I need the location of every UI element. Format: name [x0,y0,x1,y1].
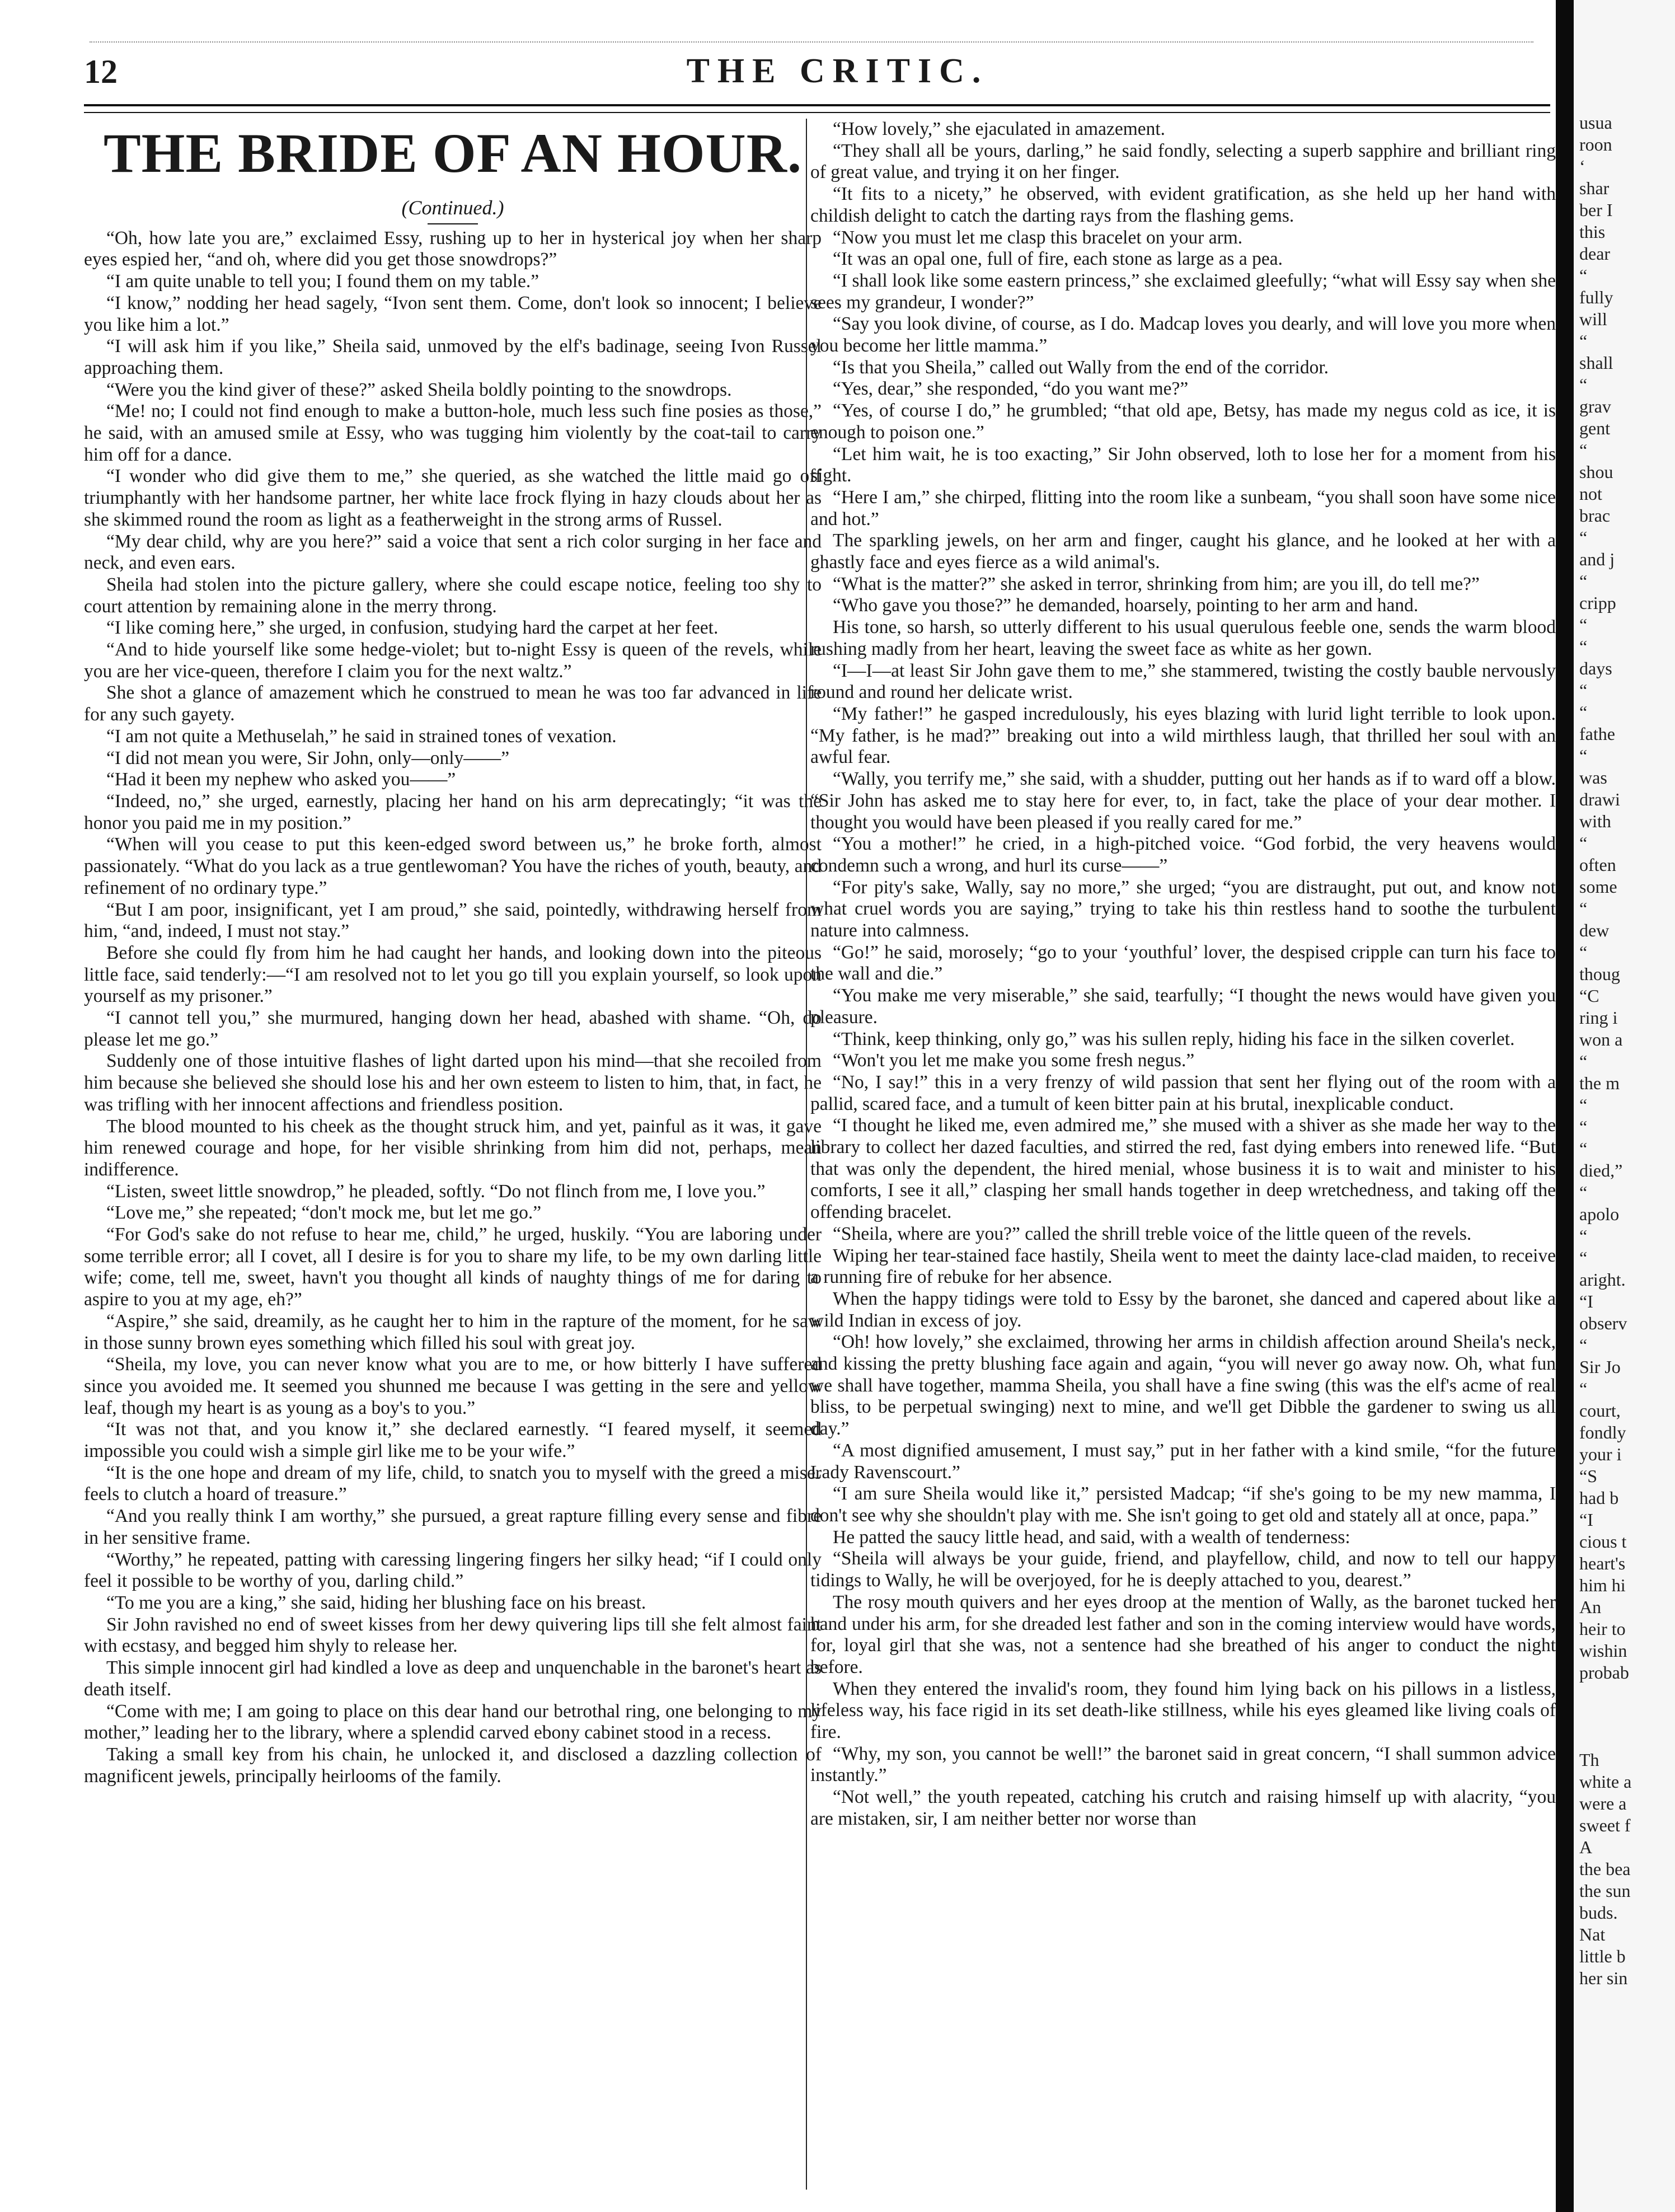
article-paragraph: “To me you are a king,” she said, hiding her blushing face on his breast. [106,1592,646,1613]
fragment-line [1579,1727,1674,1749]
fragment-line: “ [1579,942,1588,962]
article-paragraph: “Not well,” the youth repeated, catching his crutch and raising himself up with alacrity, “you are mistaken, sir, I am neither better nor worse than [810,1787,1556,1829]
fragment-line: was [1579,767,1607,788]
fragment-line: “ [1579,527,1588,547]
fragment-line: “ [1579,615,1588,635]
article-paragraph: “Come with me; I am going to place on this dear hand our betrothal ring, one belonging to my mother,” leading her to the library, where a splendid carved ebony cabinet stood in a recess. [84,1700,822,1744]
article-paragraph: “For God's sake do not refuse to hear me, child,” he urged, huskily. “You are laboring under some terrible error; all I covet, all I desire is for you to share my life, to be my own darling little wife; come, tell me, sweet, havn't you thought all kinds of naughty things of me for daring to aspire to you at my age, eh?” [84,1224,822,1310]
article-paragraph: “Here I am,” she chirped, flitting into the room like a sunbeam, “you shall soon have some nice and hot.” [810,486,1556,529]
fragment-line: not [1579,484,1602,504]
fragment-line: ber I [1579,200,1613,220]
fragment-line: “ [1579,833,1588,853]
article-paragraph: The sparkling jewels, on her arm and finger, caught his glance, and he looked at her with a ghastly face and eyes fierce as a wild animal's. [810,530,1556,573]
article-paragraph: “Worthy,” he repeated, patting with caressing lingering fingers her silky head; “if I could only feel it possible to be worthy of you, darling child.” [84,1549,822,1592]
fragment-line: observ [1579,1313,1627,1333]
article-paragraph: “What is the matter?” she asked in terror, shrinking from him; are you ill, do tell me?” [833,573,1480,594]
article-paragraph: “I cannot tell you,” she murmured, hanging down her head, abashed with shame. “Oh, do please let me go.” [84,1007,822,1050]
article-paragraph: “You a mother!” he cried, in a high-pitched voice. “God forbid, the very heavens would condemn such a wrong, and hurl its curse——” [810,833,1556,876]
right-column [810,119,1556,2190]
fragment-line: shall [1579,353,1613,373]
fragment-line: won a [1579,1029,1623,1049]
fragment-line: this [1579,222,1606,242]
fragment-line: drawi [1579,789,1620,809]
fragment-line: the m [1579,1073,1620,1093]
fragment-line: “ [1579,680,1588,700]
article-paragraph: “Had it been my nephew who asked you——” [106,769,456,790]
left-paragraphs [84,228,822,1788]
fragment-line: some [1579,877,1617,897]
fragment-line: “ [1579,571,1588,591]
fragment-line: heir to [1579,1619,1626,1639]
article-paragraph: When the happy tidings were told to Essy by the baronet, she danced and capered about like a wild Indian in excess of joy. [810,1288,1556,1331]
fragment-line: probab [1579,1662,1629,1683]
fragment-line: shou [1579,462,1613,482]
article-paragraph: “Now you must let me clasp this bracelet on your arm. [833,227,1243,248]
article-paragraph: “I will ask him if you like,” Sheila said, unmoved by the elf's badinage, seeing Ivon Russel approaching them. [84,336,822,378]
article-paragraph: “Let him wait, he is too exacting,” Sir John observed, loth to lose her for a moment from his sight. [810,443,1556,486]
article-paragraph: “Sheila will always be your guide, friend, and playfellow, child, and now to tell our happy tidings to Wally, he will be overjoyed, for he is deeply attached to you, dearest.” [810,1548,1556,1591]
article-paragraph: Sheila had stolen into the picture gallery, where she could escape notice, feeling too shy to court attention by remaining alone in the merry throng. [84,574,822,617]
article-paragraph: Sir John ravished no end of sweet kisses from her dewy quivering lips till she felt almost faint with ecstasy, and begged him shyly to release her. [84,1614,822,1657]
fragment-line: “ [1579,1226,1588,1246]
fragment-line: Th [1579,1750,1599,1770]
fragment-line: gent [1579,418,1611,438]
fragment-line: court, [1579,1400,1621,1421]
top-dotted-rule [90,41,1533,44]
article-paragraph: “And to hide yourself like some hedge-violet; but to-night Essy is queen of the revels, while you are her vice-queen, therefore I claim you for the next waltz.” [84,639,822,682]
fragment-line: aright. [1579,1269,1626,1290]
article-paragraph: She shot a glance of amazement which he construed to mean he was too far advanced in life for any such gayety. [84,682,822,725]
right-paragraphs [810,119,1556,1830]
journal-title: THE CRITIC. [686,52,989,90]
article-paragraph: Before she could fly from him he had caught her hands, and looking down into the piteous little face, said tenderly:—“I am resolved not to let you go till you explain yourself, so look upon yourself as my prisoner.” [84,942,822,1007]
fragment-line: grav [1579,396,1611,416]
article-paragraph: “When will you cease to put this keen-edged sword between us,” he broke forth, almost passionately. “What do you lack as a true gentlewoman? You have the riches of youth, beauty, and refinement of no ordinary type.” [84,834,822,898]
article-paragraph: “Oh, how late you are,” exclaimed Essy, rushing up to her in hysterical joy when her sharp eyes espied her, “and oh, where did you get those snowdrops?” [84,227,822,270]
continued-label: (Continued.) [401,196,504,219]
fragment-line: “ [1579,1379,1588,1399]
article-paragraph: He patted the saucy little head, and said, with a wealth of tenderness: [833,1526,1350,1548]
article-paragraph: “But I am poor, insignificant, yet I am proud,” she said, pointedly, withdrawing herself from him, “and, indeed, I must not stay.” [84,899,822,942]
left-column [84,119,822,2190]
fragment-line: “I [1579,1510,1593,1530]
article-paragraph: “Love me,” she repeated; “don't mock me, but let me go.” [106,1202,542,1224]
article-paragraph: “My dear child, why are you here?” said a voice that sent a rich color surging in her face and neck, and even ears. [84,531,822,574]
fragment-line: sweet f [1579,1815,1631,1835]
fragment-line: “ [1579,374,1588,395]
fragment-line: usua [1579,113,1612,133]
fragment-line: “C [1579,986,1599,1006]
fragment-line: with [1579,811,1611,831]
article-paragraph: His tone, so harsh, so utterly different to his usual querulous feeble one, sends the warm blood rushing madly from her heart, leaving the sweet face as white as her gown. [810,617,1556,659]
article-paragraph: Taking a small key from his chain, he unlocked it, and disclosed a dazzling collection of magnificent jewels, principally heirlooms of the family. [84,1744,822,1787]
article-paragraph: “Me! no; I could not find enough to make a button-hole, much less such fine posies as those,” he said, with an amused smile at Essy, who was tugging him violently by the coat-tail to carry him off for a dance. [84,401,822,465]
fragment-line: fathe [1579,724,1615,744]
fragment-line: her sin [1579,1968,1628,1988]
fragment-line: “ [1579,265,1588,285]
next-page-fragments [1579,112,1674,2183]
column-separator [806,119,807,2190]
fragment-line: “ [1579,1182,1588,1202]
fragment-line: fully [1579,287,1613,307]
article-paragraph: When they entered the invalid's room, they found him lying back on his pillows in a listless, lifeless way, his face rigid in its set death-like stillness, while his eyes gleamed like living coals of fire. [810,1678,1556,1743]
article-paragraph: “Sheila, where are you?” called the shrill treble voice of the little queen of the revels. [833,1223,1472,1244]
article-paragraph: “Were you the kind giver of these?” asked Sheila boldly pointing to the snowdrops. [106,379,732,400]
fragment-line: will [1579,309,1607,329]
fragment-line: the bea [1579,1859,1631,1879]
article-paragraph: “A most dignified amusement, I must say,” put in her father with a kind smile, “for the future Lady Ravenscourt.” [810,1440,1556,1483]
header-rule [84,104,1550,113]
article-paragraph: “My father!” he gasped incredulously, his eyes blazing with lurid light terrible to look upon. “My father, is he mad?” breaking out into a wild mirthless laugh, that thrilled her soul with an awful fear. [810,703,1556,768]
article-paragraph: “I know,” nodding her head sagely, “Ivon sent them. Come, don't look so innocent; I believe you like him a lot.” [84,292,822,335]
article-paragraph: “I am quite unable to tell you; I found them on my table.” [106,271,539,292]
fragment-line: the sun [1579,1881,1631,1901]
article-paragraph: “For pity's sake, Wally, say no more,” she urged; “you are distraught, put out, and know not what cruel words you are saying,” trying to take his thin restless hand to soothe the turbulent nature into calmness. [810,877,1556,941]
article-paragraph: Wiping her tear-stained face hastily, Sheila went to meet the dainty lace-clad maiden, to receive a running fire of rebuke for her absence. [810,1245,1556,1288]
article-paragraph: “They shall all be yours, darling,” he said fondly, selecting a superb sapphire and brilliant ring of great value, and trying it on her finger. [810,140,1556,183]
article-paragraph: The rosy mouth quivers and her eyes droop at the mention of Wally, as the baronet tucked her hand under his arm, for she dreaded lest father and son in the coming interview would have words, for, loyal girl that she was, not a sentence had she breathed of his anger to conduct the night before. [810,1591,1556,1677]
article-paragraph: “I thought he liked me, even admired me,” she mused with a shiver as she made her way to the library to collect her dazed faculties, and stirred the red, fast dying embers into renewed life. “But that was only the dependent, the hired menial, whose business it is to wait and minister to his comforts, I see it all,” clasping her small hands together in deep wretchedness, and taking off the offending bracelet. [810,1115,1556,1223]
fragment-line: “ [1579,1248,1588,1268]
fragment-line: dear [1579,243,1611,264]
article-paragraph: “Wally, you terrify me,” she said, with a shudder, putting out her hands as if to ward off a blow. “Sir John has asked me to stay here for ever, to, in fact, take the place of your dear mother. I thought you would have been pleased if you really cared for me.” [810,768,1556,833]
article-paragraph: “It is the one hope and dream of my life, child, to snatch you to myself with the greed a miser feels to clutch a hoard of treasure.” [84,1462,822,1505]
article-paragraph: “Aspire,” she said, dreamily, as he caught her to him in the rapture of the moment, for he saw in those sunny brown eyes something which filled his soul with great joy. [84,1310,822,1353]
article-paragraph: “I shall look like some eastern princess,” she exclaimed gleefully; “what will Essy say when she sees my grandeur, I wonder?” [810,270,1556,313]
fragment-line: days [1579,658,1612,678]
fragment-line [1579,1684,1674,1705]
article-paragraph: “Say you look divine, of course, as I do. Madcap loves you dearly, and will love you more when you become her little mamma.” [810,313,1556,357]
fragment-line: An [1579,1597,1602,1617]
fragment-line: ring i [1579,1007,1618,1028]
fragment-line: dew [1579,920,1610,940]
fragment-line: and j [1579,549,1615,569]
fragment-line: “ [1579,1095,1588,1115]
article-paragraph: “Is that you Sheila,” called out Wally from the end of the corridor. [833,357,1329,378]
fragment-line: “ [1579,440,1588,460]
article-paragraph: Suddenly one of those intuitive flashes of light darted upon his mind—that she recoiled from him because she believed she should lose his and her own esteem to listen to him, that, in fact, he was trifling with her innocent affections and friendless position. [84,1051,822,1115]
fragment-line: white a [1579,1772,1632,1792]
article-paragraph: “Go!” he said, morosely; “go to your ‘youthful’ lover, the despised cripple can turn his face to the wall and die.” [810,941,1556,985]
fragment-line: often [1579,855,1616,875]
article-paragraph: “Indeed, no,” she urged, earnestly, placing her hand on his arm deprecatingly; “it was the honor you paid me in my position.” [84,790,822,833]
fragment-line: Nat [1579,1924,1606,1944]
fragment-line: “ [1579,1051,1588,1071]
fragment-line: buds. [1579,1902,1618,1923]
article-paragraph: “Oh! how lovely,” she exclaimed, throwing her arms in childish affection around Sheila's neck, and kissing the pretty blushing face again and again, “you will never go away now. Oh, what fun we shall have together, mamma Sheila, you shall have a fine swing (this was the elf's acme of real bliss, to be perpetual swinging) next to mine, and we'll get Dibble the gardener to swing us all day.” [810,1332,1556,1440]
article-paragraph: This simple innocent girl had kindled a love as deep and unquenchable in the baronet's heart as death itself. [84,1657,822,1700]
article-paragraph: “No, I say!” this in a very frenzy of wild passion that sent her flying out of the room with a pallid, scared face, and a tumult of keen bitter pain at his brutal, inexplicable conduct. [810,1071,1556,1114]
fragment-line: fondly [1579,1422,1626,1442]
article-paragraph: “Why, my son, you cannot be well!” the baronet said in great concern, “I shall summon advice instantly.” [810,1743,1556,1786]
fragment-line: were a [1579,1793,1627,1813]
fragment-line: thoug [1579,964,1620,984]
fragment-line: “ [1579,1138,1588,1159]
article-paragraph: “It was not that, and you know it,” she declared earnestly. “I feared myself, it seemed impossible you could wish a simple girl like me to be your wife.” [84,1419,822,1462]
fragment-line: heart's [1579,1553,1626,1573]
fragment-line: “ [1579,636,1588,657]
fragment-line: Sir Jo [1579,1357,1621,1377]
fragment-line: him hi [1579,1575,1626,1595]
article-paragraph: “I did not mean you were, Sir John, only—only——” [106,747,510,768]
fragment-line: ‘ [1579,156,1585,176]
article-paragraph: “Think, keep thinking, only go,” was his sullen reply, hiding his face in the silken coverlet. [833,1028,1515,1049]
fragment-line: “I [1579,1291,1593,1311]
fragment-line: brac [1579,505,1611,526]
fragment-line: “ [1579,898,1588,918]
fragment-line: cious t [1579,1531,1627,1552]
fragment-line: roon [1579,134,1612,154]
article-paragraph: “Yes, of course I do,” he grumbled; “that old ape, Betsy, has made my negus cold as ice, it is enough to poison one.” [810,400,1556,443]
fragment-line: apolo [1579,1204,1620,1224]
story-title: THE BRIDE OF AN HOUR. [103,122,802,184]
fragment-line: little b [1579,1946,1626,1966]
fragment-line: “ [1579,746,1588,766]
article-paragraph: “How lovely,” she ejaculated in amazement. [833,119,1166,139]
article-paragraph: “You make me very miserable,” she said, tearfully; “I thought the news would have given you pleasure. [810,985,1556,1028]
article-paragraph: “It fits to a nicety,” he observed, with evident gratification, as she held up her hand with childish delight to catch the darting rays from the flashing gems. [810,184,1556,226]
page-number: 12 [84,53,118,90]
binding-shadow [1556,0,1574,2212]
fragment-line: “ [1579,1335,1588,1355]
article-paragraph: “And you really think I am worthy,” she pursued, a great rapture filling every sense and fibre in her sensitive frame. [84,1506,822,1548]
article-paragraph: “Who gave you those?” he demanded, hoarsely, pointing to her arm and hand. [833,595,1419,616]
article-paragraph: The blood mounted to his cheek as the thought struck him, and yet, painful as it was, it gave him renewed courage and hope, for her visible shrinking from him did not, perhaps, mean indifference. [84,1116,822,1180]
article-paragraph: “I like coming here,” she urged, in confusion, studying hard the carpet at her feet. [106,617,719,639]
fragment-line: died,” [1579,1160,1623,1180]
article-paragraph: “I am not quite a Methuselah,” he said in strained tones of vexation. [106,725,617,747]
fragment-line: “ [1579,331,1588,351]
article-paragraph: “Yes, dear,” she responded, “do you want me?” [833,378,1189,400]
article-paragraph: “Won't you let me make you some fresh negus.” [833,1050,1195,1071]
article-paragraph: “Listen, sweet little snowdrop,” he pleaded, softly. “Do not flinch from me, I love you.” [106,1180,766,1202]
article-paragraph: “I am sure Sheila would like it,” persisted Madcap; “if she's going to be my new mamma, I don't see why she shouldn't play with me. She isn't going to get old and stately all at once, papa.” [810,1483,1556,1526]
fragment-line: “ [1579,1117,1588,1137]
article-paragraph: “I wonder who did give them to me,” she queried, as she watched the little maid go off triumphantly with her handsome partner, her white lace frock flying in hazy clouds about her as she skimmed round the room as light as a featherweight in the strong arms of Russel. [84,466,822,530]
fragment-line: wishin [1579,1641,1627,1661]
article-paragraph: “Sheila, my love, you can never know what you are to me, or how bitterly I have suffered since you avoided me. It seemed you shunned me because I was getting in the sere and yellow leaf, though my heart is as young as a boy's to you.” [84,1354,822,1418]
article-paragraph: “I—I—at least Sir John gave them to me,” she stammered, twisting the costly bauble nervously round and round her delicate wrist. [810,660,1556,703]
fragment-line: your i [1579,1444,1622,1464]
fragment-line: “ [1579,702,1588,722]
fragment-line: A [1579,1837,1593,1857]
article-paragraph: “It was an opal one, full of fire, each stone as large as a pea. [833,249,1283,270]
fragment-line [1579,1705,1674,1727]
title-rule [428,223,478,224]
fragment-line: “S [1579,1466,1597,1486]
fragment-line: shar [1579,178,1610,198]
fragment-line: cripp [1579,593,1616,613]
fragment-line: had b [1579,1488,1619,1508]
